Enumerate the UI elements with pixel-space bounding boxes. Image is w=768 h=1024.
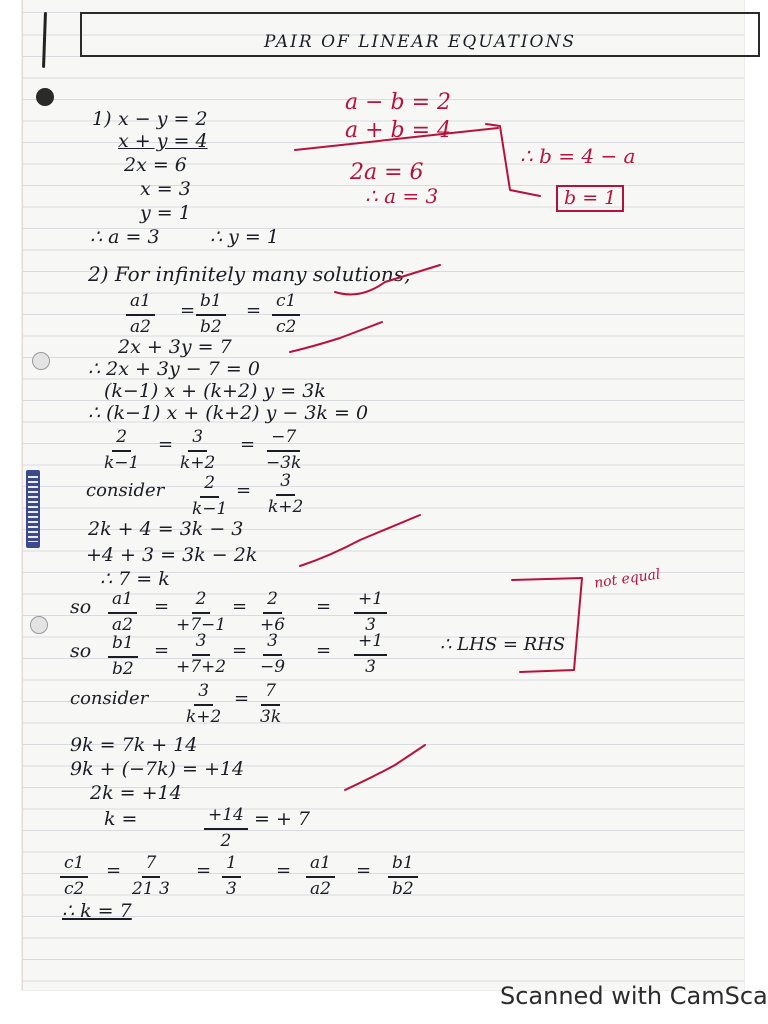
k-line-3: 2k = +14 [90, 782, 182, 804]
k-line-4: k = [104, 808, 138, 830]
teacher-q1-line-2: a + b = 4 [345, 118, 452, 143]
solve-line-3: ∴ 7 = k [100, 568, 170, 590]
so1-frac-c: $\frac{2}{+6}$ [260, 589, 286, 635]
teacher-note: not equal [593, 566, 662, 592]
equals-sign: = [276, 860, 292, 881]
equals-sign: = [196, 860, 212, 881]
consider-ratio-3: $\frac{3}{k+2}$ [186, 681, 222, 727]
q1-line-3: 2x = 6 [124, 154, 187, 176]
q1-line-4: x = 3 [140, 178, 191, 200]
consider-label-1: consider [86, 480, 165, 501]
equals-sign: = [154, 596, 170, 617]
solve-line-2: +4 + 3 = 3k − 2k [86, 544, 258, 566]
teacher-q1-boxed-answer: b = 1 [556, 185, 624, 212]
equals-sign: = [240, 434, 256, 455]
k-line-2: 9k + (−7k) = +14 [70, 758, 245, 780]
binder-hole-3 [30, 616, 48, 634]
teacher-q1-line-4: ∴ a = 3 [365, 184, 439, 208]
q1-number: 1) [92, 108, 112, 130]
teacher-q1-side: ∴ b = 4 − a [520, 144, 636, 168]
equals-sign: = [180, 300, 196, 321]
page-title: PAIR OF LINEAR EQUATIONS [264, 32, 576, 52]
ratio-3: $\frac{-7}{-3k}$ [266, 427, 302, 473]
equals-sign: = [316, 640, 332, 661]
so-label-2: so [70, 640, 92, 662]
k-line-4-result: = + 7 [254, 808, 311, 830]
so1-frac-d: $\frac{+1}{3}$ [354, 590, 387, 635]
equals-sign: = [232, 596, 248, 617]
consider-label-2: consider [70, 688, 149, 709]
margin-line [22, 0, 23, 990]
so2-frac-b: $\frac{3}{+7+2}$ [176, 631, 227, 677]
ratio-a: $\frac{a1}{a2}$ [126, 292, 155, 337]
equals-sign: = [246, 300, 262, 321]
q1-line-2: x + y = 4 [118, 130, 208, 152]
equals-sign: = [158, 434, 174, 455]
lhs-rhs-statement: ∴ LHS = RHS [440, 634, 566, 655]
q2-eq1: 2x + 3y = 7 [118, 336, 232, 358]
q2-heading: 2) For infinitely many solutions, [88, 262, 411, 286]
scanner-watermark: Scanned with CamSca [500, 982, 768, 1010]
equals-sign: = [234, 688, 250, 709]
so-label-1: so [70, 596, 92, 618]
equals-sign: = [154, 640, 170, 661]
equals-sign: = [236, 480, 252, 501]
teacher-q1-line-1: a − b = 2 [345, 90, 452, 115]
so1-frac-a: $\frac{a1}{a2}$ [108, 590, 137, 635]
final-frac-1: $\frac{c1}{c2}$ [60, 854, 88, 899]
consider-ratio-2: $\frac{3}{k+2}$ [268, 471, 304, 517]
q1-line-5: y = 1 [140, 202, 191, 224]
consider-ratio-1: $\frac{2}{k-1}$ [192, 473, 228, 519]
binder-hole-2 [32, 352, 50, 370]
final-frac-3: $\frac{1}{3}$ [222, 854, 241, 899]
so2-frac-a: $\frac{b1}{b2}$ [108, 634, 138, 679]
q1-conclusion-y: ∴ y = 1 [210, 226, 279, 248]
teacher-q1-line-3: 2a = 6 [350, 160, 424, 185]
k-fraction: $\frac{+14}{2}$ [204, 806, 248, 851]
equals-sign: = [232, 640, 248, 661]
final-answer: ∴ k = 7 [62, 900, 132, 922]
final-frac-2: $\frac{7}{21 3}$ [132, 853, 170, 899]
ratio-c: $\frac{c1}{c2}$ [272, 292, 300, 337]
k-line-1: 9k = 7k + 14 [70, 734, 198, 756]
equals-sign: = [106, 860, 122, 881]
solve-line-1: 2k + 4 = 3k − 3 [88, 518, 244, 540]
q1-conclusion-a: ∴ a = 3 [90, 226, 160, 248]
equals-sign: = [356, 860, 372, 881]
final-frac-4: $\frac{a1}{a2}$ [306, 854, 335, 899]
binder-hole-1 [36, 88, 54, 106]
q2-eq4: ∴ (k−1) x + (k+2) y − 3k = 0 [88, 402, 369, 424]
so1-frac-b: $\frac{2}{+7-1}$ [176, 589, 227, 635]
so2-frac-c: $\frac{3}{-9}$ [260, 631, 286, 677]
consider-ratio-4: $\frac{7}{3k}$ [260, 681, 282, 727]
final-frac-5: $\frac{b1}{b2}$ [388, 854, 418, 899]
so2-frac-d: $\frac{+1}{3}$ [354, 632, 387, 677]
ratio-1: $\frac{2}{k-1}$ [104, 427, 140, 473]
ratio-2: $\frac{3}{k+2}$ [180, 427, 216, 473]
equals-sign: = [316, 596, 332, 617]
q1-line-1: x − y = 2 [118, 108, 208, 130]
q2-eq3: (k−1) x + (k+2) y = 3k [104, 380, 326, 402]
title-box [80, 12, 760, 57]
q2-eq2: ∴ 2x + 3y − 7 = 0 [88, 358, 260, 380]
ratio-b: $\frac{b1}{b2}$ [196, 292, 226, 337]
notebook-brand-label [26, 470, 40, 548]
